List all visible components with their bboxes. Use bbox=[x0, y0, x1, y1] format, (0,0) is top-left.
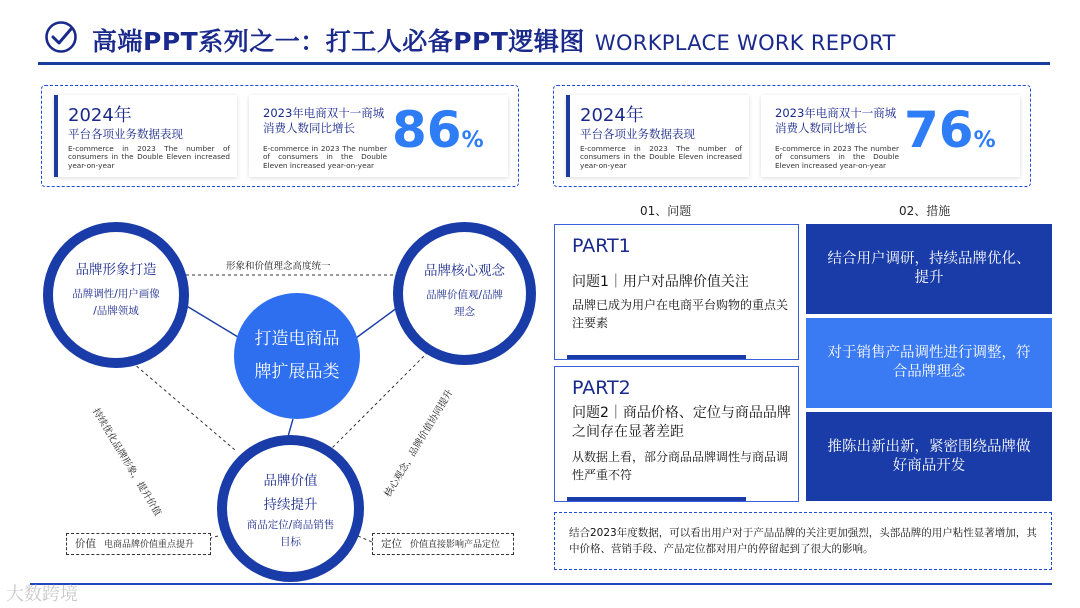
stat-value-card bbox=[761, 95, 1020, 177]
stat-right-title: 2023年电商双十一商城消费人数同比增长 bbox=[775, 106, 897, 135]
stat-year: 2024年 bbox=[68, 105, 132, 126]
part-question: 问题1｜用户对品牌价值关注 bbox=[572, 274, 749, 290]
brand-logic-diagram bbox=[40, 210, 510, 600]
circle-brand-core bbox=[393, 222, 536, 365]
stat-right-desc: E-commerce in 2023 The number of consumers in the Double Eleven increased year-on-year bbox=[263, 144, 387, 170]
watermark: 大数跨境 bbox=[6, 584, 78, 605]
stat-unit: % bbox=[973, 128, 996, 153]
part-label: PART2 bbox=[572, 377, 631, 399]
callout-text: 电商品牌价值重点提升 bbox=[104, 540, 195, 550]
part-card-1 bbox=[554, 224, 799, 360]
stat-number: 76 bbox=[904, 101, 974, 159]
measure-card-3: 推陈出新出新，紧密围绕品牌做好商品开发 bbox=[806, 412, 1052, 501]
circle-line: 品牌价值观/品牌 bbox=[425, 289, 504, 301]
part-question: 问题2｜商品价格、定位与商品品牌之间存在显著差距 bbox=[572, 405, 791, 440]
callout-key: 价值 bbox=[75, 538, 96, 550]
circle-line: 品牌调性/用户画像 bbox=[72, 288, 160, 300]
circle-title: 品牌核心观念 bbox=[424, 263, 505, 279]
hub-line: 打造电商品 bbox=[254, 329, 340, 349]
column-header-measures: 02、措施 bbox=[899, 204, 951, 218]
stat-panel-1 bbox=[41, 85, 519, 187]
accent-bar bbox=[54, 95, 58, 177]
circle-title: 品牌形象打造 bbox=[75, 262, 157, 278]
stat-right-title: 2023年电商双十一商城消费人数同比增长 bbox=[263, 106, 385, 135]
stat-year-card bbox=[566, 95, 749, 177]
callout-value bbox=[66, 533, 211, 555]
circle-brand-image bbox=[43, 222, 189, 368]
part-desc: 从数据上看，部分商品品牌调性与商品调性严重不符 bbox=[572, 450, 789, 482]
page-subtitle: WORKPLACE WORK REPORT bbox=[594, 31, 896, 55]
callout-position bbox=[372, 533, 514, 555]
part-label: PART1 bbox=[572, 235, 631, 257]
hub-line: 牌扩展品类 bbox=[254, 362, 340, 382]
accent-bar bbox=[566, 95, 570, 177]
circle-brand-value bbox=[217, 435, 364, 582]
page-title bbox=[92, 22, 896, 58]
callout-text: 价值直接影响产品定位 bbox=[410, 540, 501, 550]
title-text: 高端PPT系列之一：打工人必备PPT逻辑图 bbox=[92, 27, 585, 56]
circle-line: 商品定位/商品销售 bbox=[246, 519, 335, 531]
stat-value bbox=[392, 99, 484, 172]
footer-divider bbox=[30, 583, 1052, 585]
stat-left-title: 平台各项业务数据表现 bbox=[580, 127, 695, 141]
stat-left-desc: E-commerce in 2023 The number of consumers in the Double Eleven increased year-on-year bbox=[68, 144, 230, 170]
stat-year: 2024年 bbox=[580, 105, 644, 126]
part-underline bbox=[567, 355, 746, 359]
connector-label-right: 核心观念，品牌价值协同提升 bbox=[382, 387, 456, 500]
circle-line: 理念 bbox=[454, 306, 475, 318]
callout-key: 定位 bbox=[381, 538, 402, 550]
stat-unit: % bbox=[461, 128, 484, 153]
circle-title: 持续提升 bbox=[263, 497, 318, 513]
stat-left-title: 平台各项业务数据表现 bbox=[68, 127, 183, 141]
measure-card-1: 结合用户调研，持续品牌优化、提升 bbox=[806, 224, 1052, 314]
check-circle-icon bbox=[44, 20, 78, 54]
connector-label-top: 形象和价值理念高度统一 bbox=[226, 261, 331, 272]
part-underline bbox=[567, 497, 746, 501]
stat-number: 86 bbox=[392, 101, 462, 159]
part-desc: 品牌已成为用户在电商平台购物的重点关注要素 bbox=[572, 298, 789, 330]
connector-label-left: 持续优化品牌形象，提升价值 bbox=[89, 406, 164, 519]
circle-line: 目标 bbox=[280, 536, 301, 548]
stat-value bbox=[904, 99, 996, 172]
stat-year-card bbox=[54, 95, 237, 177]
stat-panel-2 bbox=[553, 85, 1031, 187]
summary-box: 结合2023年度数据，可以看出用户对于产品品牌的关注更加强烈，头部品牌的用户粘性显著增加，其中价格、营销手段、产品定位都对用户的停留起到了很大的影响。 bbox=[554, 512, 1052, 570]
measure-card-2: 对于销售产品调性进行调整，符合品牌理念 bbox=[806, 318, 1052, 408]
stat-right-desc: E-commerce in 2023 The number of consumers in the Double Eleven increased year-on-year bbox=[775, 144, 899, 170]
header-divider bbox=[38, 62, 1050, 65]
center-hub bbox=[234, 293, 360, 419]
column-header-problems: 01、问题 bbox=[640, 204, 692, 218]
part-card-2 bbox=[554, 366, 799, 502]
circle-line: /品牌领域 bbox=[93, 305, 139, 317]
circle-title: 品牌价值 bbox=[263, 473, 318, 489]
stat-value-card bbox=[249, 95, 508, 177]
stat-left-desc: E-commerce in 2023 The number of consumers in the Double Eleven increased year-on-year bbox=[580, 144, 742, 170]
